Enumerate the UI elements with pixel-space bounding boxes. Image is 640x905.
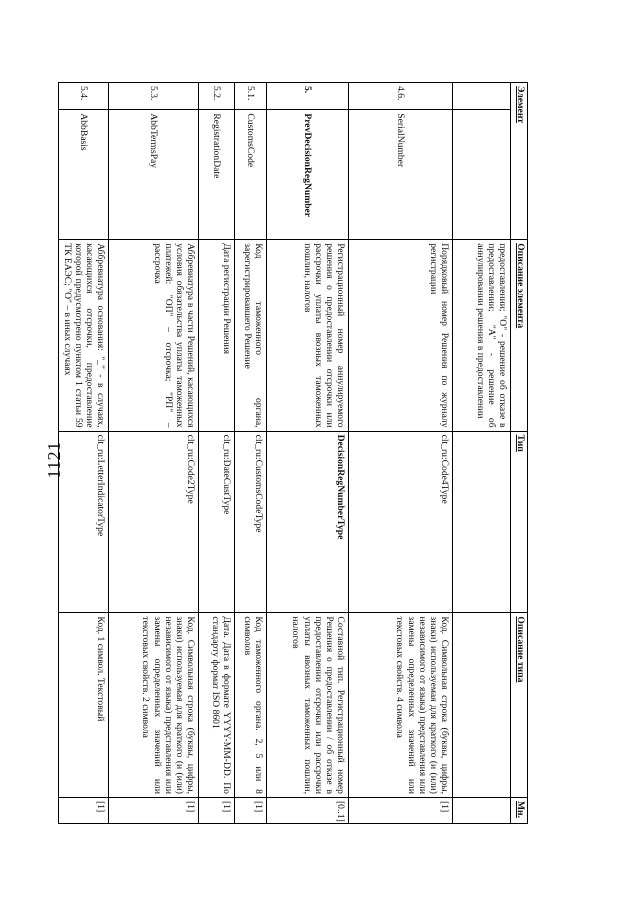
cell-element: CustomsCode bbox=[235, 110, 267, 240]
header-description: Описание элемента bbox=[511, 240, 528, 431]
cell-multiplicity: [0..1] bbox=[267, 797, 349, 823]
cell-type: clt_ru:LetterIndicatorType bbox=[59, 431, 109, 613]
cell-num: 5.1. bbox=[235, 83, 267, 110]
header-multiplicity: Мн. bbox=[511, 797, 528, 823]
cell-description: Порядковый номер Решения по журналу регистрации bbox=[349, 240, 453, 431]
cell-multiplicity: [1] bbox=[59, 797, 109, 823]
table-row bbox=[199, 83, 235, 824]
cell-num bbox=[453, 83, 511, 110]
cell-element bbox=[453, 110, 511, 240]
element-description-table bbox=[59, 82, 529, 824]
cell-multiplicity: [1] bbox=[235, 797, 267, 823]
cell-type-description: Составной тип. Регистрационный номер Решения о предоставлении / об отказе в предоставлении отсрочки или рассрочки уплаты ввозных таможенных пошлин, налогов bbox=[267, 613, 349, 798]
cell-description: Аббревиатура в части Решений, касающихся условия обязательства уплаты таможенных платежей: "ОП" – отсрочка; "РП" – рассрочка bbox=[109, 240, 199, 431]
cell-multiplicity bbox=[453, 797, 511, 823]
header-type: Тип bbox=[511, 431, 528, 613]
cell-description: Дата регистрации Решения bbox=[199, 240, 235, 431]
table-row bbox=[235, 83, 267, 824]
cell-multiplicity: [1] bbox=[199, 797, 235, 823]
cell-multiplicity: [1] bbox=[349, 797, 453, 823]
cell-num: 5.2. bbox=[199, 83, 235, 110]
cell-type-description: Код. 1 символ. Текстовый bbox=[59, 613, 109, 798]
cell-type bbox=[453, 431, 511, 613]
table-row bbox=[109, 83, 199, 824]
cell-element: AbbTermsPay bbox=[109, 110, 199, 240]
cell-type-description: Дата. Дата в формате YYYY-MM-DD. По стандарту формат ISO 8601 bbox=[199, 613, 235, 798]
cell-type-description: Код таможенного органа. 2, 5 или 8 символов bbox=[235, 613, 267, 798]
cell-description: предоставлении; "О" - решение об отказе в предоставлении; "А" - решение об аннулировании решения в предоставлении bbox=[453, 240, 511, 431]
cell-description: Код таможенного органа, зарегистрировавшего Решение bbox=[235, 240, 267, 431]
cell-element: AbbBasis bbox=[59, 110, 109, 240]
table-wrapper bbox=[61, 82, 528, 824]
cell-description: Аббревиатура основания: "_" - в случаях, касающихся отсрочки, предоставление которой предусмотрено пунктом 1 статьи 59 ТК ЕАЭС; "О" – в иных случаях bbox=[59, 240, 109, 431]
cell-type: DecisionRegNumberType bbox=[267, 431, 349, 613]
cell-type: clt_ru:Code2Type bbox=[109, 431, 199, 613]
cell-element: RegistrationDate bbox=[199, 110, 235, 240]
table-row-continuation bbox=[453, 83, 511, 824]
cell-description: Регистрационный номер аннулируемого решения о предоставлении отсрочки или рассрочки уплаты ввозных таможенных пошлин, налогов bbox=[267, 240, 349, 431]
cell-type-description: Код. Символьная строка (буквы, цифры, знаки) используемая для краткого (и (или) независимого от языка) представления или замены определенных значений или текстовых свойств. 2 символа bbox=[109, 613, 199, 798]
header-type-description: Описание типа bbox=[511, 613, 528, 798]
cell-num: 5. bbox=[267, 83, 349, 110]
table-row bbox=[349, 83, 453, 824]
cell-multiplicity: [1] bbox=[109, 797, 199, 823]
cell-type: clt_ru:CustomsCodeType bbox=[235, 431, 267, 613]
cell-num: 4.6. bbox=[349, 83, 453, 110]
table-row bbox=[59, 83, 109, 824]
table-header-row bbox=[511, 83, 528, 824]
cell-type: clt_ru:DateCustType bbox=[199, 431, 235, 613]
table-row bbox=[267, 83, 349, 824]
page-number: 1121 bbox=[43, 441, 64, 479]
cell-num: 5.4. bbox=[59, 83, 109, 110]
header-element: Элемент bbox=[511, 83, 528, 240]
cell-num: 5.3. bbox=[109, 83, 199, 110]
cell-element: PrevDecisionRegNumber bbox=[267, 110, 349, 240]
cell-type-description bbox=[453, 613, 511, 798]
cell-element: SerialNumber bbox=[349, 110, 453, 240]
cell-type: clt_ru:Code4Type bbox=[349, 431, 453, 613]
cell-type-description: Код. Символьная строка (буквы, цифры, знаки) используемая для краткого (и (или) независимого от языка) представления или замены определенных значений или текстовых свойств. 4 символа bbox=[349, 613, 453, 798]
